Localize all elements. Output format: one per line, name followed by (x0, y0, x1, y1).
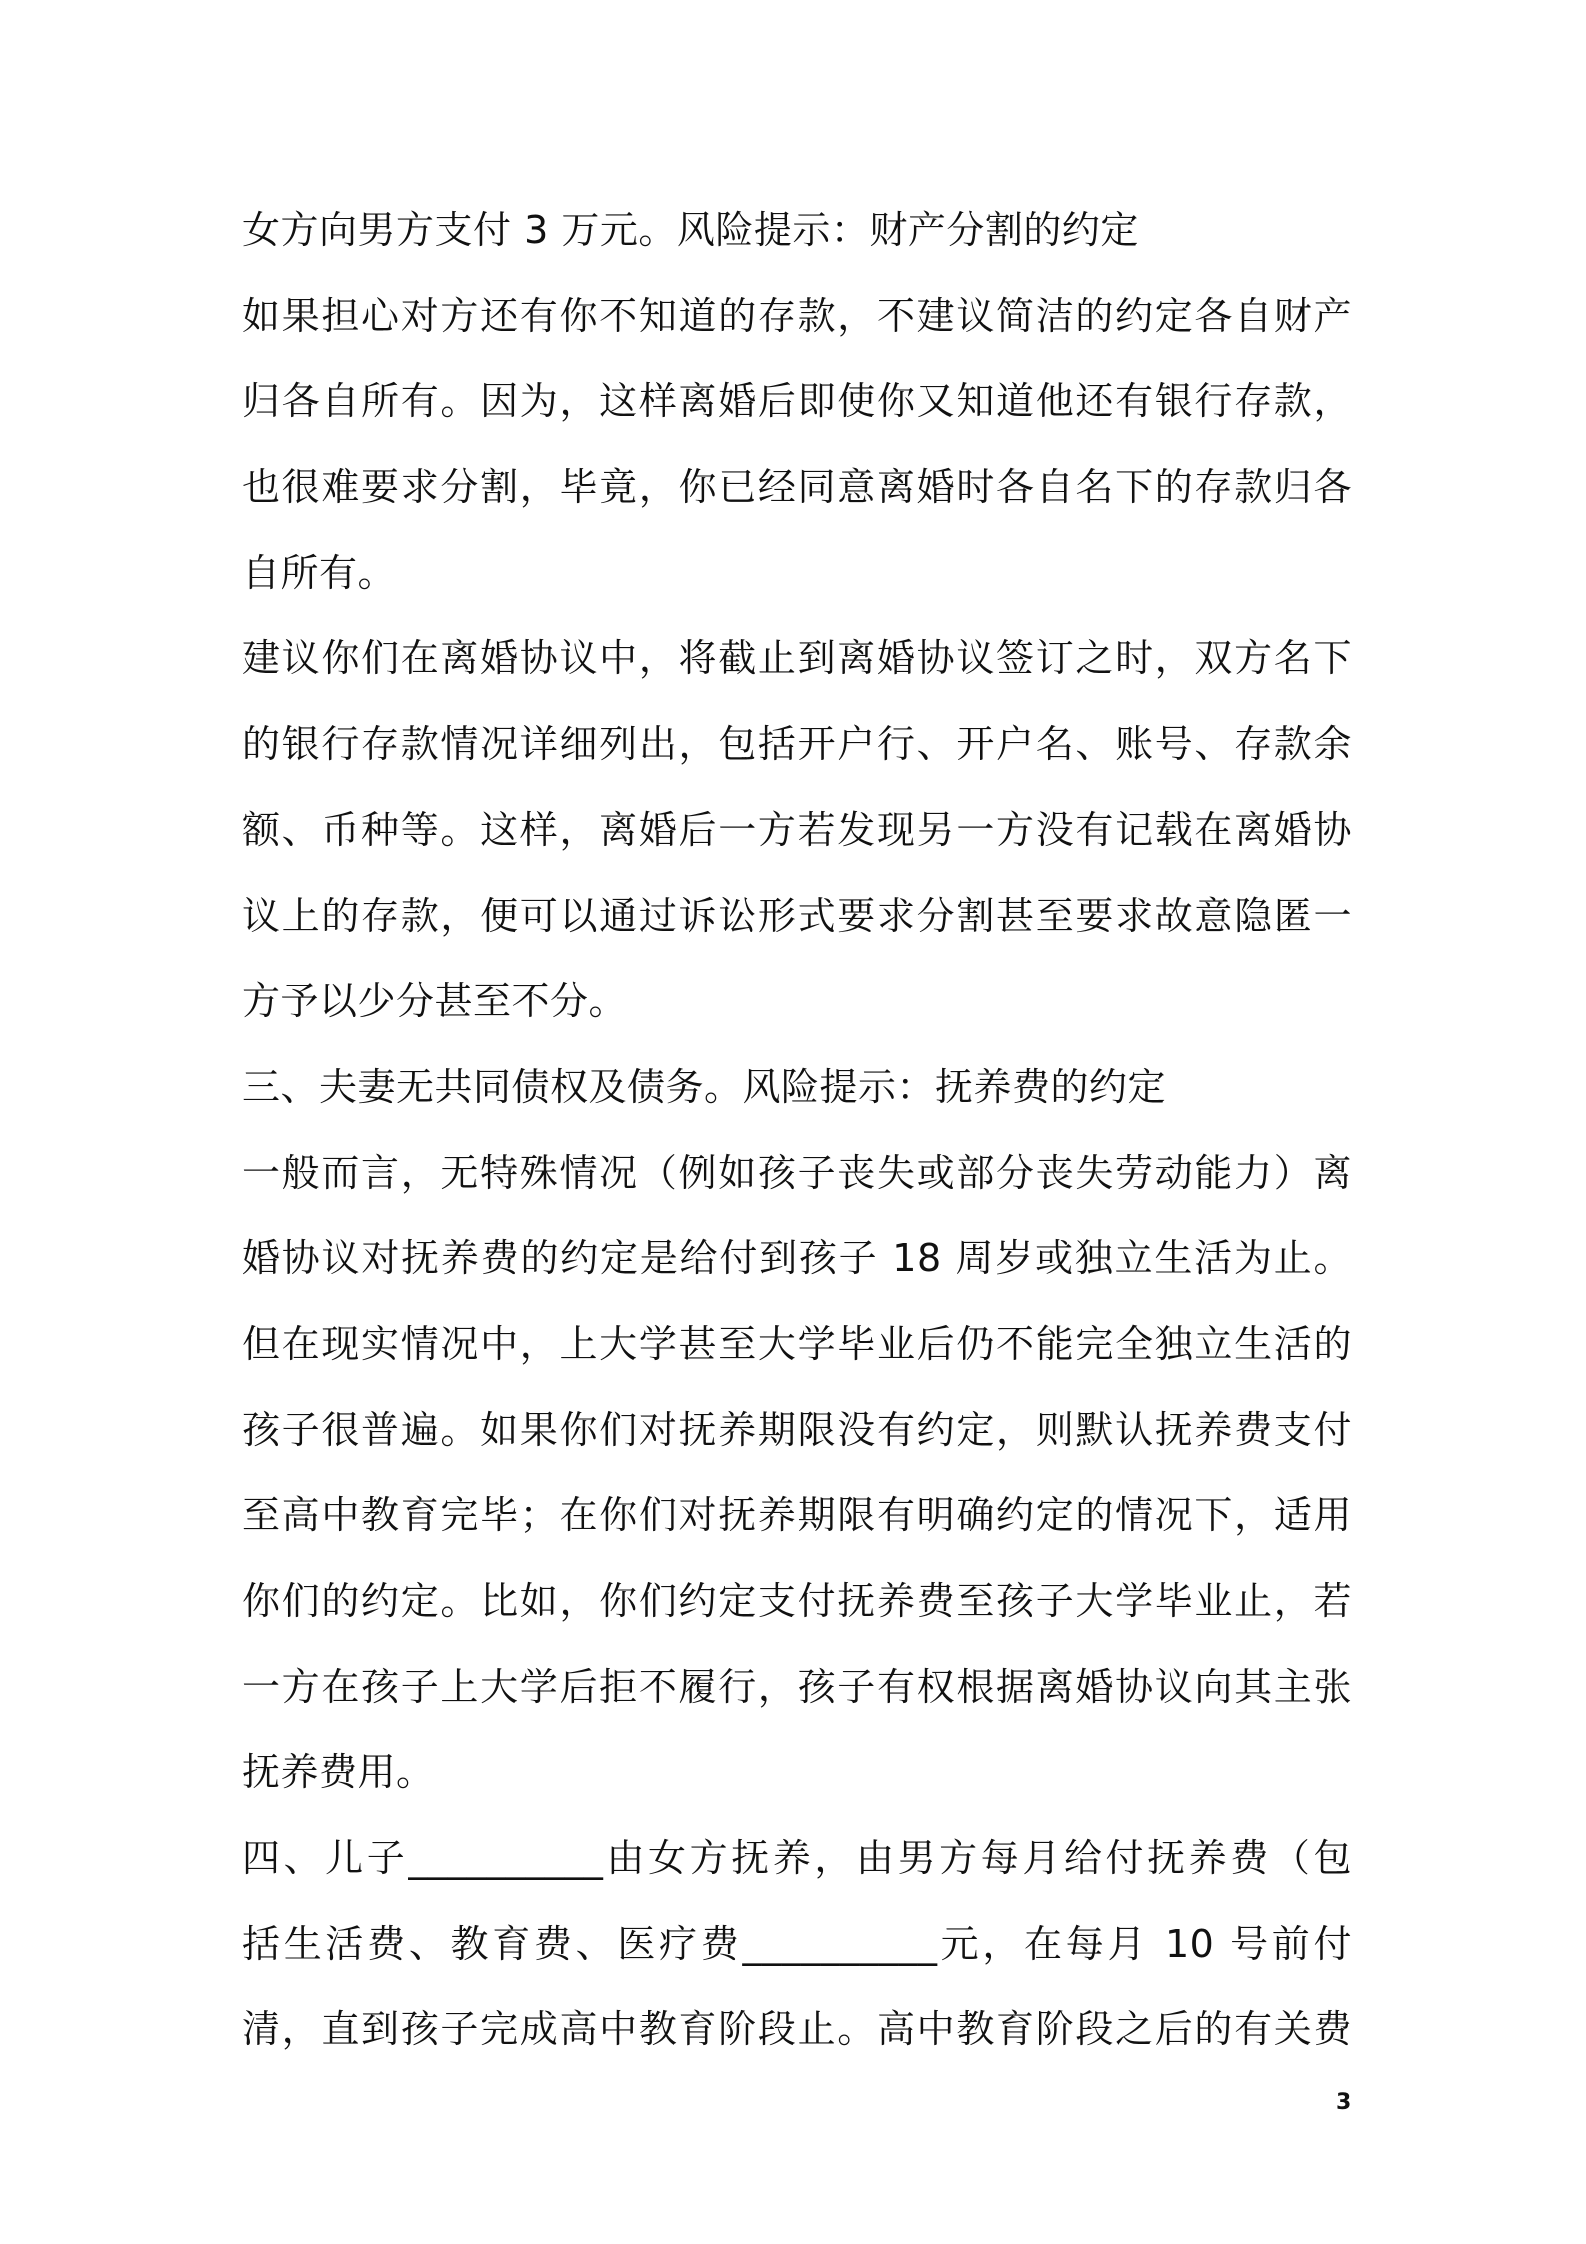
text-line: 归各自所有。因为，这样离婚后即使你又知道他还有银行存款， (242, 379, 1352, 424)
text-line: 孩子很普遍。如果你们对抚养期限没有约定，则默认抚养费支付 (242, 1407, 1352, 1452)
text-line: 抚养费用。 (242, 1750, 435, 1795)
text-line: 如果担心对方还有你不知道的存款，不建议简洁的约定各自财产 (242, 293, 1352, 338)
text-line: 女方向男方支付 3 万元。风险提示：财产分割的约定 (242, 208, 1139, 252)
text-line: 建议你们在离婚协议中，将截止到离婚协议签订之时，双方名下 (242, 636, 1352, 681)
text-line: 四、儿子__________由女方抚养，由男方每月给付抚养费（包 (242, 1836, 1352, 1881)
text-line: 额、币种等。这样，离婚后一方若发现另一方没有记载在离婚协 (242, 807, 1352, 852)
text-line: 方予以少分甚至不分。 (242, 979, 628, 1024)
text-line: 婚协议对抚养费的约定是给付到孩子 18 周岁或独立生活为止。 (242, 1236, 1352, 1281)
text-line: 你们的约定。比如，你们约定支付抚养费至孩子大学毕业止，若 (242, 1579, 1352, 1623)
text-line: 也很难要求分割，毕竟，你已经同意离婚时各自名下的存款归各 (242, 465, 1352, 510)
page-number: 3 (1336, 2090, 1352, 2115)
document-body (242, 188, 1352, 2073)
text-line: 三、夫妻无共同债权及债务。风险提示：抚养费的约定 (242, 1064, 1167, 1109)
text-line: 至高中教育完毕；在你们对抚养期限有明确约定的情况下，适用 (242, 1493, 1352, 1538)
text-line: 一方在孩子上大学后拒不履行，孩子有权根据离婚协议向其主张 (242, 1664, 1352, 1709)
text-line: 一般而言，无特殊情况（例如孩子丧失或部分丧失劳动能力）离 (242, 1150, 1352, 1195)
text-line: 括生活费、教育费、医疗费__________元，在每月 10 号前付 (242, 1921, 1352, 1966)
text-line: 但在现实情况中，上大学甚至大学毕业后仍不能完全独立生活的 (242, 1321, 1352, 1366)
text-line: 议上的存款，便可以通过诉讼形式要求分割甚至要求故意隐匿一 (242, 893, 1352, 938)
text-line: 自所有。 (242, 550, 397, 595)
text-line: 清，直到孩子完成高中教育阶段止。高中教育阶段之后的有关费 (242, 2007, 1352, 2052)
text-line: 的银行存款情况详细列出，包括开户行、开户名、账号、存款余 (242, 722, 1352, 767)
